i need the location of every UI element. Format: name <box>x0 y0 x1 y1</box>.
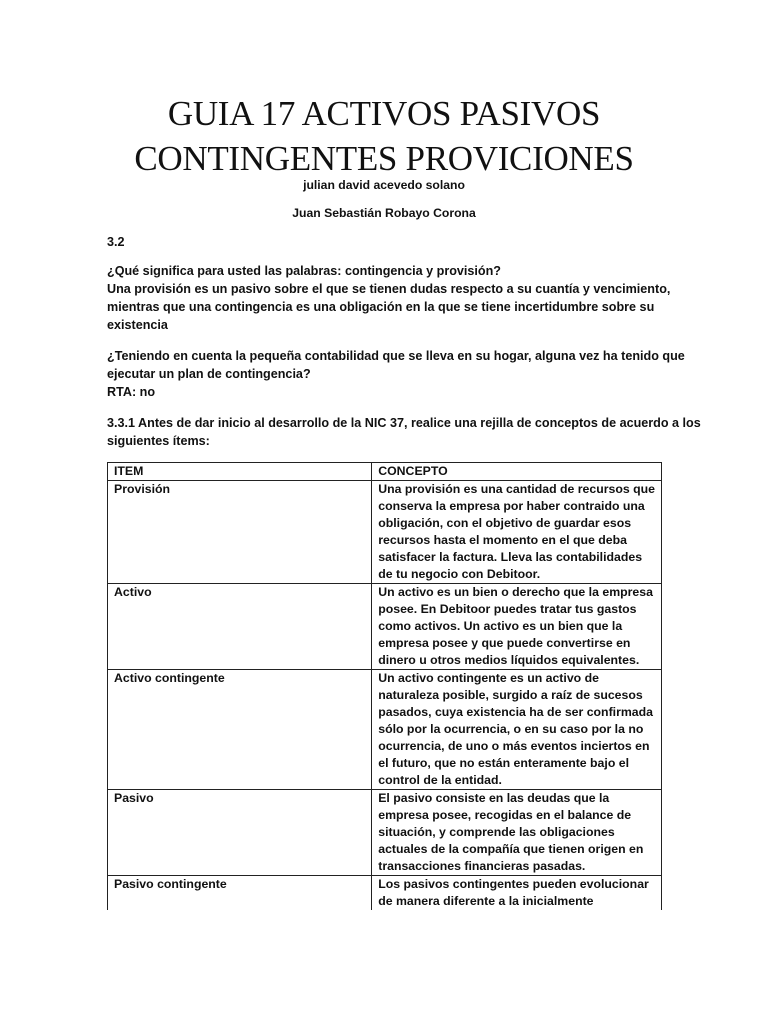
cell-line: naturaleza posible, surgido a raíz de sucesos <box>378 688 643 702</box>
table-row <box>108 790 662 876</box>
table-cell-concept <box>372 876 662 911</box>
table-cell-concept <box>372 670 662 790</box>
cell-line: obligación, con el objetivo de guardar esos <box>378 516 632 530</box>
table-cell-item: Activo contingente <box>108 670 372 790</box>
title-line-1: GUIA 17 ACTIVOS PASIVOS <box>167 94 601 133</box>
table-row <box>108 876 662 911</box>
table-header-row <box>108 463 662 481</box>
question-1-paragraph <box>107 262 671 334</box>
cell-line: empresa posee, recogidas en el balance de <box>378 808 632 822</box>
cell-line: Un activo es un bien o derecho que la empresa <box>378 585 653 599</box>
cell-line: como activos. Un activo es un bien que la <box>378 619 623 633</box>
table-cell-concept <box>372 584 662 670</box>
cell-line: empresa posee y que puede convertirse en <box>378 636 631 650</box>
section-number: 3.2 <box>107 235 125 249</box>
cell-line: recursos hasta el momento en el que deba <box>378 533 627 547</box>
paragraph-line: existencia <box>107 318 168 332</box>
author-name-2: Juan Sebastián Robayo Corona <box>292 206 476 220</box>
paragraph-line: mientras que una contingencia es una obligación en la que se tiene incertidumbre sobre su <box>107 300 655 314</box>
cell-line: el futuro, que no están enteramente bajo el <box>378 756 629 770</box>
table-cell-concept <box>372 790 662 876</box>
cell-line: conserva la empresa por haber contraido una <box>378 499 645 513</box>
table-cell-item: Provisión <box>108 481 372 584</box>
cell-line: Una provisión es una cantidad de recursos que <box>378 482 655 496</box>
cell-line: actuales de la compañía que tienen origen en <box>378 842 644 856</box>
cell-line: ocurrencia, de uno o más eventos inciertos en <box>378 739 650 753</box>
cell-line: pasados, cuya existencia ha de ser confirmada <box>378 705 653 719</box>
paragraph-line: siguientes ítems: <box>107 434 210 448</box>
cell-line: sólo por la ocurrencia, o en su caso por la no <box>378 722 644 736</box>
paragraph-line: 3.3.1 Antes de dar inicio al desarrollo de la NIC 37, realice una rejilla de conceptos de acuerdo a los <box>107 416 701 430</box>
author-name-1: julian david acevedo solano <box>303 178 465 192</box>
title-line-2: CONTINGENTES PROVICIONES <box>134 139 634 178</box>
cell-line: posee. En Debitoor puedes tratar tus gastos <box>378 602 637 616</box>
cell-line: situación, y comprende las obligaciones <box>378 825 615 839</box>
cell-line: Los pasivos contingentes pueden evolucionar <box>378 877 649 891</box>
question-2-paragraph <box>107 347 685 401</box>
document-title <box>70 91 698 181</box>
table-row <box>108 481 662 584</box>
cell-line: de manera diferente a la inicialmente <box>378 894 594 908</box>
table-row <box>108 584 662 670</box>
table-header-concept: CONCEPTO <box>372 463 662 481</box>
paragraph-line: ¿Teniendo en cuenta la pequeña contabilidad que se lleva en su hogar, alguna vez ha tenido que <box>107 349 685 363</box>
paragraph-line: ¿Qué significa para usted las palabras: contingencia y provisión? <box>107 264 502 278</box>
question-3-paragraph <box>107 414 701 450</box>
table-header-item: ITEM <box>108 463 372 481</box>
cell-line: satisfacer la factura. Lleva las contabilidades <box>378 550 643 564</box>
cell-line: de tu negocio con Debitoor. <box>378 567 541 581</box>
cell-line: Un activo contingente es un activo de <box>378 671 599 685</box>
cell-line: control de la entidad. <box>378 773 502 787</box>
cell-line: transacciones financieras pasadas. <box>378 859 586 873</box>
table-cell-concept <box>372 481 662 584</box>
cell-line: dinero u otros medios líquidos equivalentes. <box>378 653 640 667</box>
table-row <box>108 670 662 790</box>
paragraph-line: ejecutar un plan de contingencia? <box>107 367 311 381</box>
table-cell-item: Pasivo <box>108 790 372 876</box>
cell-line: El pasivo consiste en las deudas que la <box>378 791 610 805</box>
concepts-table <box>107 462 662 910</box>
paragraph-line: RTA: no <box>107 385 156 399</box>
paragraph-line: Una provisión es un pasivo sobre el que se tienen dudas respecto a su cuantía y vencimiento, <box>107 282 671 296</box>
table-cell-item: Activo <box>108 584 372 670</box>
table-cell-item: Pasivo contingente <box>108 876 372 911</box>
page-cutoff <box>0 920 768 1024</box>
